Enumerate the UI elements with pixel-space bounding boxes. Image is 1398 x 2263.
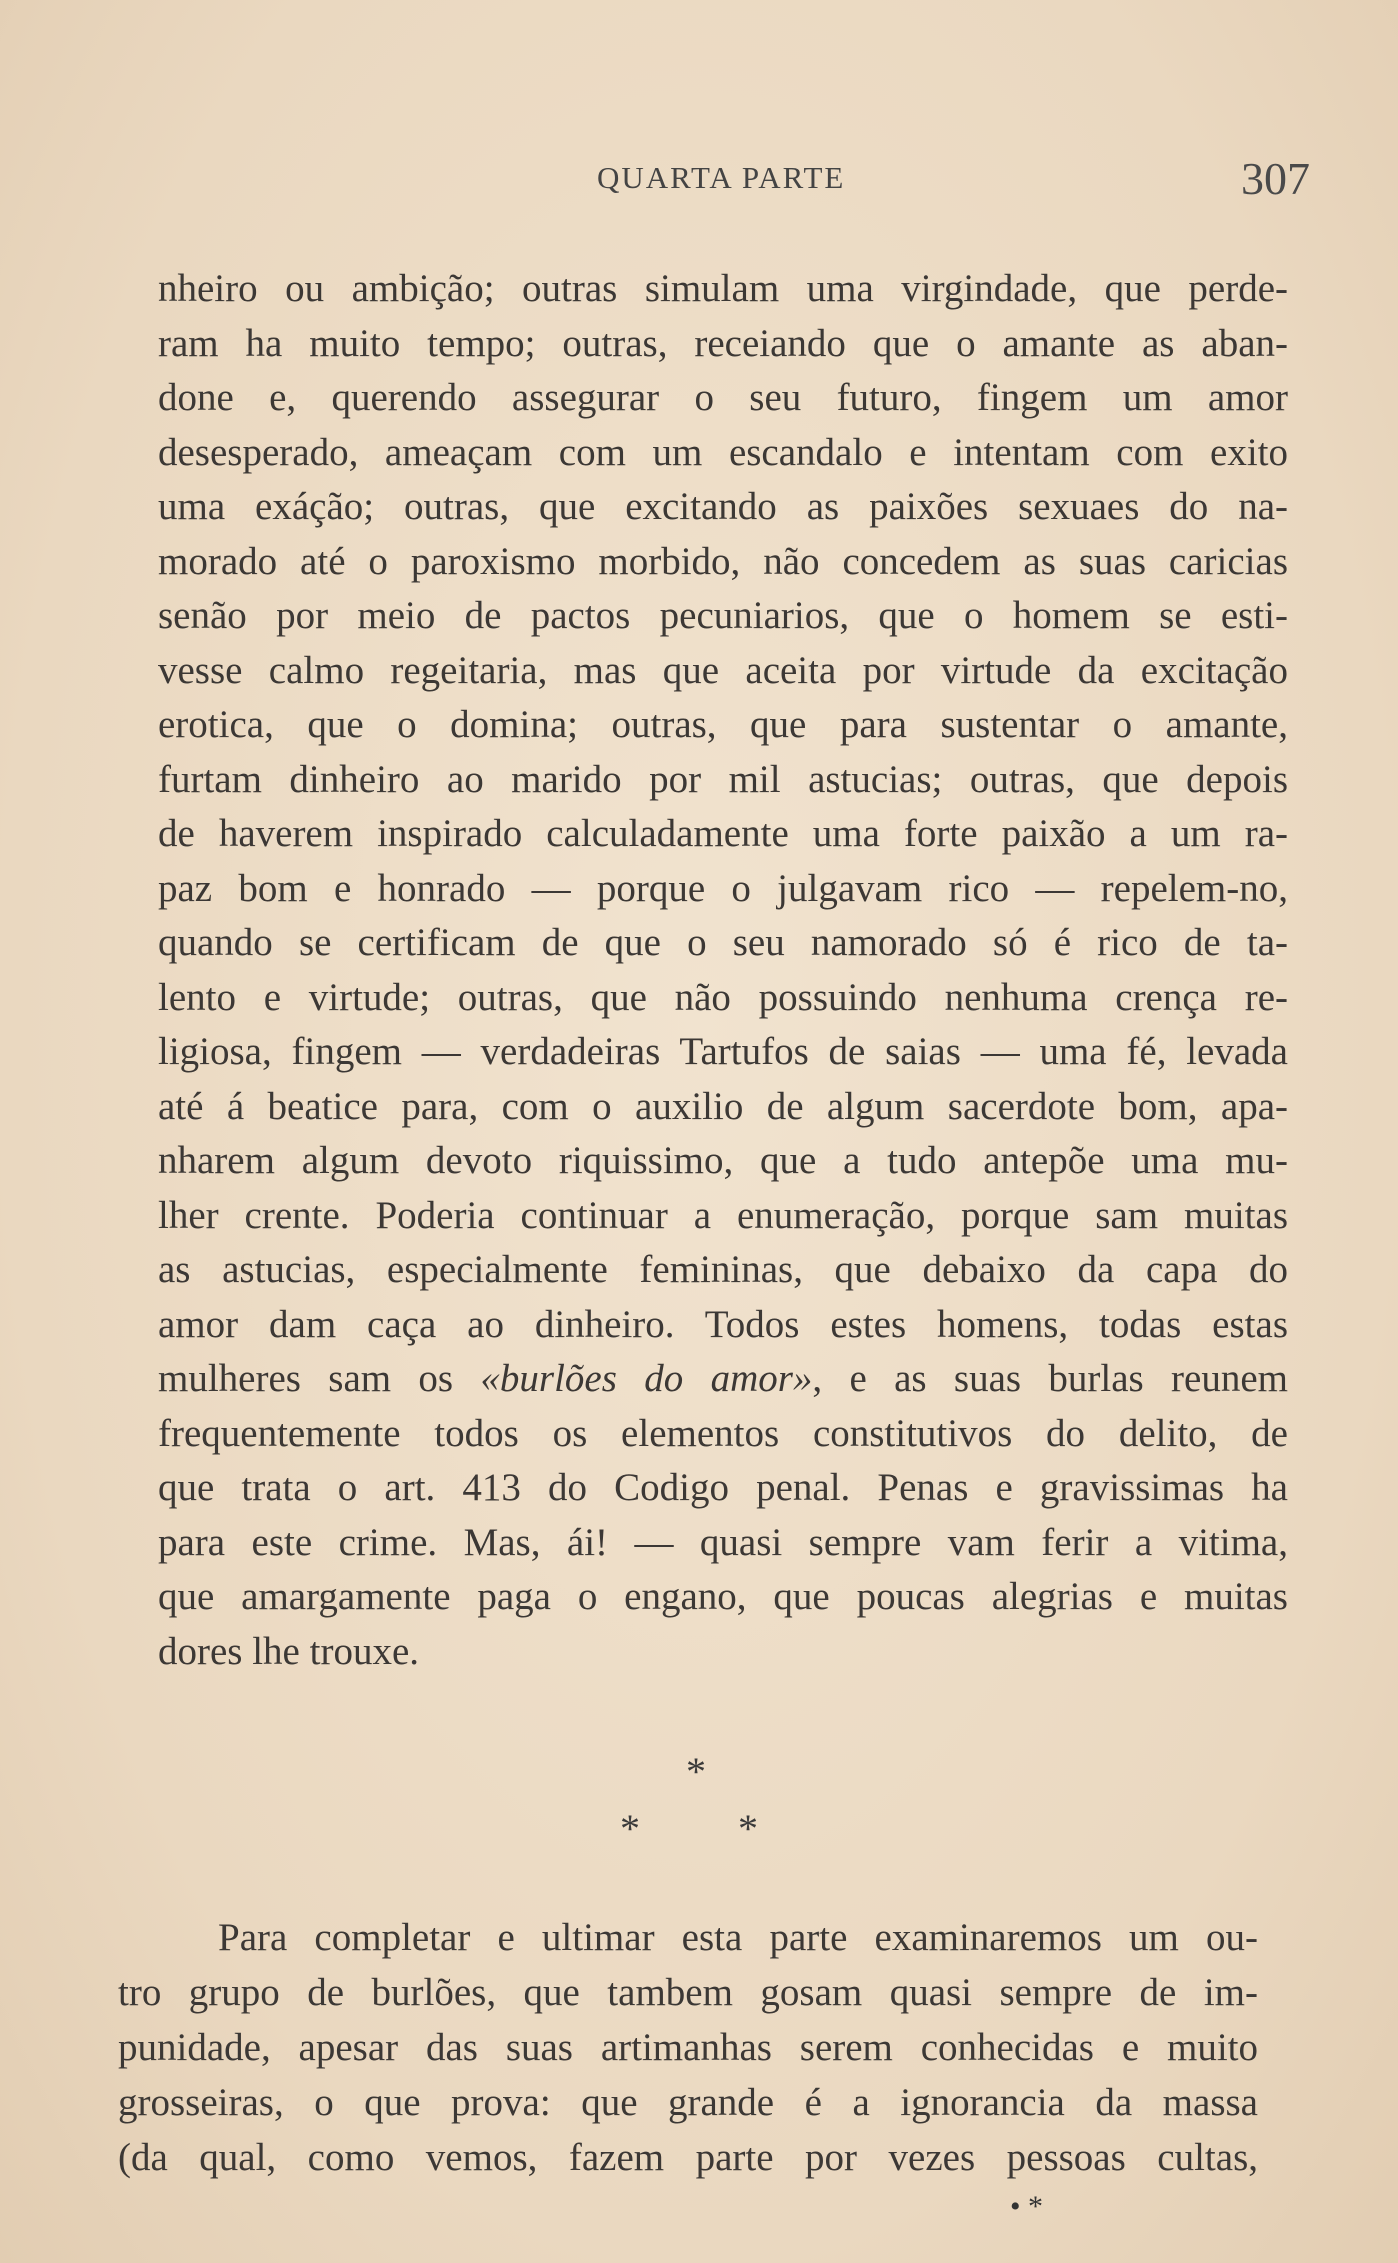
asterism-top: * — [686, 1749, 706, 1794]
running-head: QUARTA PARTE — [597, 160, 846, 195]
text-line: nheiro ou ambição; outras simulam uma virgindade, que perde- — [158, 267, 1288, 310]
italic-phrase: «burlões do amor» — [480, 1357, 813, 1400]
text-line: ram ha muito tempo; outras, receiando que o amante as aban- — [158, 321, 1288, 365]
text-line: que amargamente paga o engano, que poucas alegrias e muitas — [158, 1575, 1288, 1618]
text-line: dores lhe trouxe. — [158, 1629, 420, 1673]
text-line: de haverem inspirado calculadamente uma forte paixão a um ra- — [158, 812, 1288, 855]
text-line: (da qual, como vemos, fazem parte por vezes pessoas cultas, — [118, 2136, 1258, 2179]
text-line: grosseiras, o que prova: que grande é a ignorancia da massa — [118, 2081, 1258, 2124]
paragraph-1 — [158, 262, 1288, 1679]
paragraph-2 — [118, 1910, 1258, 2185]
text-line: as astucias, especialmente femininas, que debaixo da capa do — [158, 1248, 1288, 1291]
text-line: frequentemente todos os elementos constitutivos do delito, de — [158, 1411, 1288, 1455]
text-line: done e, querendo assegurar o seu futuro, fingem um amor — [158, 376, 1288, 419]
text-line: tro grupo de burlões, que tambem gosam quasi sempre de im- — [118, 1971, 1258, 2014]
page-number: 307 — [1241, 153, 1310, 204]
text-line: quando se certificam de que o seu namorado só é rico de ta- — [158, 921, 1288, 964]
text-line: desesperado, ameaçam com um escandalo e intentam com exito — [158, 430, 1288, 474]
text-line: lento e virtude; outras, que não possuindo nenhuma crença re- — [158, 975, 1288, 1019]
text-line: para este crime. Mas, ái! — quasi sempre vam ferir a vitima, — [158, 1520, 1288, 1564]
page-header — [150, 153, 1310, 204]
text-line: Para completar e ultimar esta parte examinaremos um ou- — [218, 1916, 1258, 1959]
text-line: ligiosa, fingem — verdadeiras Tartufos de saias — uma fé, levada — [158, 1030, 1288, 1073]
asterism-right: * — [738, 1806, 758, 1851]
text-line: senão por meio de pactos pecuniarios, que o homem se esti- — [158, 594, 1288, 637]
text-segment: mulheres sam os — [158, 1357, 481, 1400]
text-line: nharem algum devoto riquissimo, que a tudo antepõe uma mu- — [158, 1139, 1288, 1182]
text-line: furtam dinheiro ao marido por mil astucias; outras, que depois — [158, 757, 1288, 801]
text-line: lher crente. Poderia continuar a enumeração, porque sam muitas — [158, 1193, 1288, 1237]
text-line: que trata o art. 413 do Codigo penal. Penas e gravissimas ha — [158, 1466, 1288, 1509]
asterism-left: * — [620, 1806, 640, 1851]
text-line: paz bom e honrado — porque o julgavam rico — repelem-no, — [158, 866, 1288, 910]
text-line: erotica, que o domina; outras, que para sustentar o amante, — [158, 703, 1288, 746]
text-segment: , e as suas burlas reunem — [812, 1357, 1288, 1400]
text-line-with-italic — [158, 1352, 1288, 1407]
text-line: morado até o paroxismo morbido, não concedem as suas caricias — [158, 539, 1288, 583]
printer-marks: • * — [1010, 2190, 1044, 2223]
text-line: uma exáção; outras, que excitando as paixões sexuaes do na- — [158, 485, 1288, 528]
text-line: vesse calmo regeitaria, mas que aceita por virtude da excitação — [158, 648, 1288, 692]
text-line: até á beatice para, com o auxilio de algum sacerdote bom, apa- — [158, 1084, 1288, 1128]
text-line: punidade, apesar das suas artimanhas serem conhecidas e muito — [118, 2026, 1258, 2069]
text-line: amor dam caça ao dinheiro. Todos estes homens, todas estas — [158, 1302, 1288, 1346]
